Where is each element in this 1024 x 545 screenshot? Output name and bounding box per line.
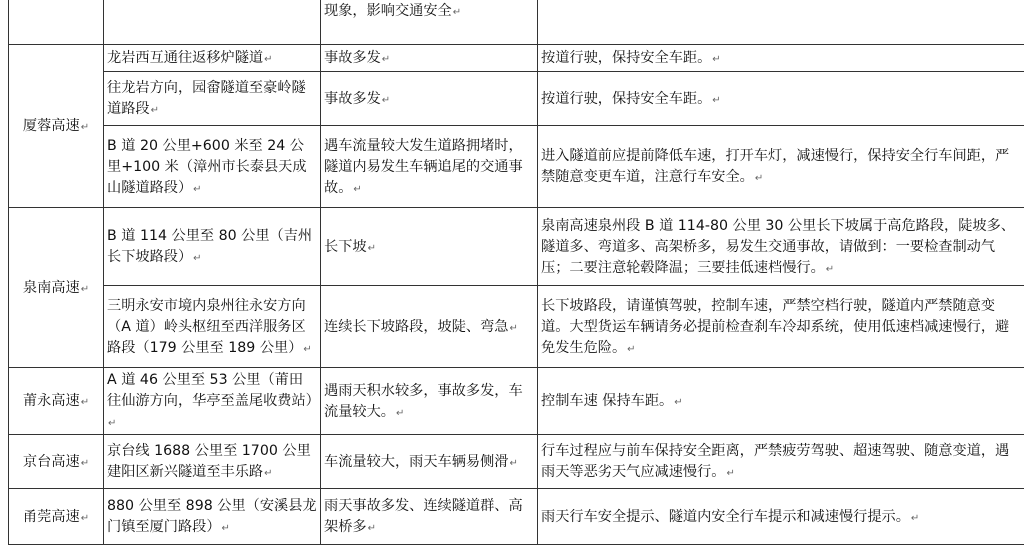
hazard-cell: 事故多发↵ [321,45,538,72]
hazard-cell: 车流量较大，雨天车辆易侧滑↵ [321,435,538,489]
table-row [9,435,1024,489]
hazard-cell: 连续长下坡路段，坡陡、弯急↵ [321,286,538,368]
advice-cell: 雨天行车安全提示、隧道内安全行车提示和减速慢行提示。↵ [538,489,1024,545]
section-cell: A 道 46 公里至 53 公里（莆田往仙游方向，华亭至盖尾收费站）↵ [104,368,321,435]
advice-cell: 长下坡路段，请谨慎驾驶，控制车速，严禁空档行驶，隧道内严禁随意变道。大型货运车辆请务必提前检查刹车冷却系统，使用低速档减速慢行，避免发生危险。↵ [538,286,1024,368]
advice-cell: 按道行驶，保持安全车距。↵ [538,72,1024,126]
hazard-cell: 遇雨天积水较多，事故多发，车流量较大。↵ [321,368,538,435]
advice-cell: 按道行驶，保持安全车距。↵ [538,45,1024,72]
table-row [9,72,1024,126]
table-row [9,286,1024,368]
hazard-cell: 现象，影响交通安全↵ [321,0,538,45]
hazard-cell: 长下坡↵ [321,208,538,286]
advice-cell [538,0,1024,45]
road-cell [9,0,104,45]
highway-safety-table [8,0,1024,545]
road-cell: 泉南高速↵ [9,208,104,368]
hazard-cell: 事故多发↵ [321,72,538,126]
table-row [9,208,1024,286]
advice-cell: 进入隧道前应提前降低车速，打开车灯，减速慢行，保持安全行车间距，严禁随意变更车道，注意行车安全。↵ [538,126,1024,208]
advice-cell: 控制车速 保持车距。↵ [538,368,1024,435]
section-cell [104,0,321,45]
section-cell: B 道 20 公里+600 米至 24 公里+100 米（漳州市长泰县天成山隧道路段）↵ [104,126,321,208]
section-cell: 京台线 1688 公里至 1700 公里建阳区新兴隧道至丰乐路↵ [104,435,321,489]
table-row [9,45,1024,72]
advice-cell: 行车过程应与前车保持安全距离，严禁疲劳驾驶、超速驾驶、随意变道，遇雨天等恶劣天气应减速慢行。↵ [538,435,1024,489]
advice-cell: 泉南高速泉州段 B 道 114-80 公里 30 公里长下坡属于高危路段，陡坡多、隧道多、弯道多、高架桥多，易发生交通事故，请做到：一要检查制动气压；二要注意轮毂降温；三要挂低速档慢行。↵ [538,208,1024,286]
section-cell: 龙岩西互通往返移炉隧道↵ [104,45,321,72]
table-row [9,489,1024,545]
road-cell: 厦蓉高速↵ [9,45,104,208]
section-cell: 三明永安市境内泉州往永安方向（A 道）岭头枢纽至西洋服务区路段（179 公里至 189 公里）↵ [104,286,321,368]
road-cell: 京台高速↵ [9,435,104,489]
table-row [9,368,1024,435]
table-row [9,126,1024,208]
section-cell: 880 公里至 898 公里（安溪县龙门镇至厦门路段）↵ [104,489,321,545]
section-cell: 往龙岩方向，园畲隧道至豪岭隧道路段↵ [104,72,321,126]
road-cell: 甬莞高速↵ [9,489,104,545]
road-cell: 莆永高速↵ [9,368,104,435]
hazard-cell: 遇车流量较大发生道路拥堵时，隧道内易发生车辆追尾的交通事故。↵ [321,126,538,208]
table-row [9,0,1024,45]
hazard-cell: 雨天事故多发、连续隧道群、高架桥多↵ [321,489,538,545]
section-cell: B 道 114 公里至 80 公里（吉州长下坡路段）↵ [104,208,321,286]
